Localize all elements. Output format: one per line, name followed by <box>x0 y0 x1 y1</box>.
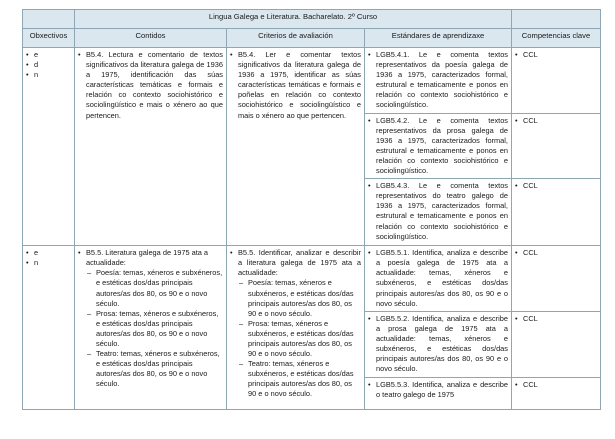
competence-text: • CCL <box>523 50 597 60</box>
objectives-cell <box>23 48 75 246</box>
content-cell <box>75 246 227 410</box>
standard-text: • LGB5.4.1. Le e comenta textos representativos da poesía galega de 1936 a 1975, caracterizados formal, estrutural e tematicamente e ponos en relación co contexto sociohistórico e sociolingüístico. <box>376 50 508 111</box>
standard-text: • LGB5.5.2. Identifica, analiza e describe a prosa galega de 1975 ata a actualidade: temas, xéneros e subxéneros, e estéticas dos/das principais autores/as dos 80, os 90 e o novo século. <box>376 314 508 375</box>
content-subitem: – Teatro: temas, xéneros e subxéneros, e estéticas dos/das principais autores/as dos 80, os 90 e o novo século. <box>96 349 223 389</box>
objective-item: • e <box>34 248 71 258</box>
content-intro: • B5.5. Literatura galega de 1975 ata a actualidade: <box>86 248 209 268</box>
criteria-cell <box>227 48 365 246</box>
standard-cell <box>365 246 512 312</box>
table-row <box>23 48 601 114</box>
criteria-subitem: – Teatro: temas, xéneros e subxéneros, e estéticas dos/das principais autores/as dos 80, os 90 e o novo século. <box>248 359 361 399</box>
criteria-subitem: – Poesía: temas, xéneros e subxéneros, e estéticas dos/das principais autores/as dos 80, os 90 e o novo século. <box>248 278 361 318</box>
standard-text: • LGB5.5.1. Identifica, analiza e describe a poesía galega de 1975 ata a actualidade: temas, xéneros e subxéneros, e estéticas dos/das principais autores/as dos 80, os 90 e o novo século. <box>376 248 508 309</box>
standard-cell <box>365 377 512 409</box>
objective-item: • d <box>34 60 71 70</box>
criteria-intro: • B5.5. Identificar, analizar e describir a literatura galega de 1975 ata a actualidade: <box>238 248 361 278</box>
header-contents: Contidos <box>75 29 227 48</box>
competence-cell <box>512 311 601 377</box>
content-item <box>86 248 223 389</box>
header-row <box>23 29 601 48</box>
table-row <box>23 246 601 312</box>
title-blank-cell <box>512 10 601 29</box>
objective-item: • e <box>34 50 71 60</box>
standard-cell <box>365 113 512 179</box>
competence-text: • CCL <box>523 248 597 258</box>
curriculum-table <box>22 9 601 410</box>
content-subitem: – Prosa: temas, xéneros e subxéneros, e estéticas dos/das principais autores/as dos 80, os 90 e o novo século. <box>96 309 223 349</box>
content-cell <box>75 48 227 246</box>
header-competences: Competencias clave <box>512 29 601 48</box>
objectives-cell <box>23 246 75 410</box>
competence-text: • CCL <box>523 314 597 324</box>
competence-cell <box>512 246 601 312</box>
competence-text: • CCL <box>523 380 597 390</box>
standard-text: • LGB5.4.2. Le e comenta textos representativos da prosa galega de 1936 a 1975, caracterizados formal, estrutural e tematicamente e ponos en relación co contexto sociohistórico e sociolingüístico. <box>376 116 508 177</box>
objective-item: • n <box>34 258 71 268</box>
header-criteria: Criterios de avaliación <box>227 29 365 48</box>
competence-cell <box>512 48 601 114</box>
standard-text: • LGB5.4.3. Le e comenta textos representativos do teatro galego de 1936 a 1975, caracterizados formal, estrutural e tematicamente e ponos en relación co contexto sociohistórico e sociolingüístico. <box>376 181 508 242</box>
criteria-text: • B5.4. Ler e comentar textos significativos da literatura galega de 1936 a 1975, identificar as súas características temáticas e formais e poñelas en relación co contexto sociohistórico e sociolingüístico e mais o xénero ao que pertencen. <box>238 50 361 121</box>
table-title-row <box>23 10 601 29</box>
title-blank-cell <box>23 10 75 29</box>
competence-text: • CCL <box>523 181 597 191</box>
competence-cell <box>512 179 601 246</box>
criteria-subitem: – Prosa: temas, xéneros e subxéneros, e estéticas dos/das principais autores/as dos 80, os 90 e o novo século. <box>248 319 361 359</box>
content-text: • B5.4. Lectura e comentario de textos significativos da literatura galega de 1936 a 1975, identificación das súas características temáticas e formais e relación co contexto sociohistórico e sociolingüístico e mais o xénero ao que pertencen. <box>86 50 223 121</box>
standard-cell <box>365 48 512 114</box>
standard-text: • LGB5.5.3. Identifica, analiza e describe o teatro galego de 1975 <box>376 380 508 400</box>
standard-cell <box>365 179 512 246</box>
competence-cell <box>512 113 601 179</box>
criteria-item <box>238 248 361 399</box>
criteria-cell <box>227 246 365 410</box>
table-title: Lingua Galega e Literatura. Bacharelato. 2º Curso <box>75 10 512 29</box>
objective-item: • n <box>34 70 71 80</box>
header-standards: Estándares de aprendizaxe <box>365 29 512 48</box>
content-subitem: – Poesía: temas, xéneros e subxéneros, e estéticas dos/das principais autores/as dos 80, os 90 e o novo século. <box>96 268 223 308</box>
competence-text: • CCL <box>523 116 597 126</box>
standard-cell <box>365 311 512 377</box>
competence-cell <box>512 377 601 409</box>
header-objectives: Obxectivos <box>23 29 75 48</box>
